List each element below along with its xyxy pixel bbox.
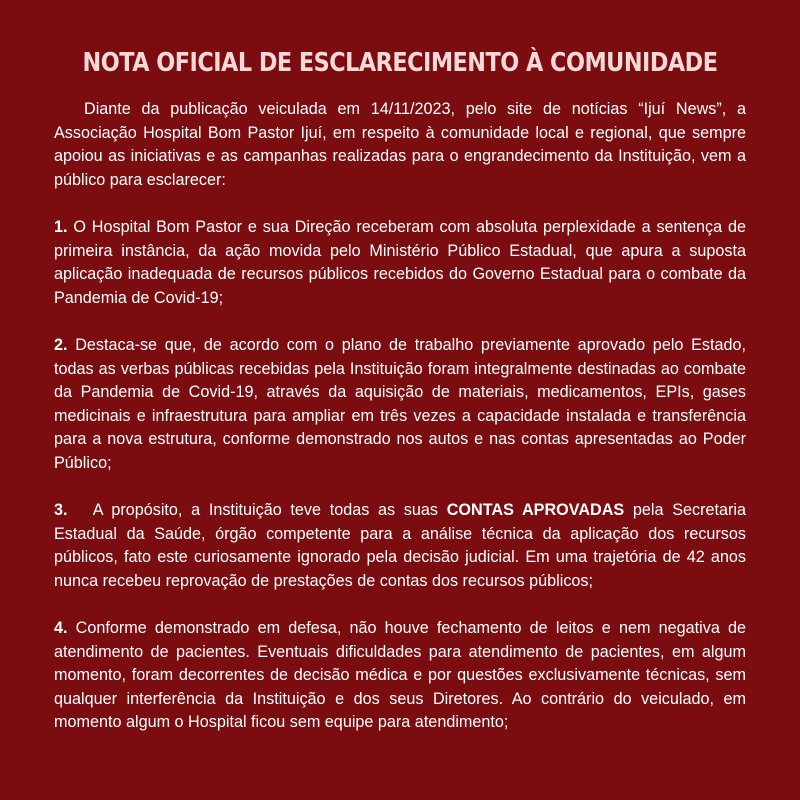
item-2-number: 2. <box>54 335 68 354</box>
item-4-paragraph <box>54 617 746 735</box>
item-1-number: 1. <box>54 217 68 236</box>
item-4-number: 4. <box>54 619 68 638</box>
item-2-paragraph <box>54 334 746 476</box>
item-3-number: 3. <box>54 501 68 520</box>
item-3-text-before: A propósito, a Instituição teve todas as suas <box>67 501 447 520</box>
item-3-highlight: CONTAS APROVADAS <box>446 501 625 520</box>
item-1-paragraph <box>54 216 746 310</box>
item-4-text: Conforme demonstrado em defesa, não houve fechamento de leitos e nem negativa de atendimento de pacientes. Eventuais dificuldades para atendimento de pacientes, em algum momento, foram decorrentes de decisão médica e por questões exclusivamente técnicas, sem qualquer interferência da Instituição e dos seus Diretores. Ao contrário do veiculado, em momento algum o Hospital ficou sem equipe para atendimento; <box>54 619 746 732</box>
item-2-text: Destaca-se que, de acordo com o plano de trabalho previamente aprovado pelo Estado, todas as verbas públicas recebidas pela Instituição foram integralmente destinadas ao combate da Pandemia de Covid-19, através da aquisição de materiais, medicamentos, EPIs, gases medicinais e infraestrutura para ampliar em três vezes a capacidade instalada e transferência para a nova estrutura, conforme demonstrado nos autos e nas contas apresentadas ao Poder Público; <box>54 335 746 472</box>
page-title: NOTA OFICIAL DE ESCLARECIMENTO À COMUNIDADE <box>82 48 718 78</box>
item-1-text: O Hospital Bom Pastor e sua Direção receberam com absoluta perplexidade a sentença de primeira instância, da ação movida pelo Ministério Público Estadual, que apura a suposta aplicação inadequada de recursos públicos recebidos do Governo Estadual para o combate da Pandemia de Covid-19; <box>54 217 746 307</box>
item-3-text-after: pela Secretaria Estadual da Saúde, órgão competente para a análise técnica da aplicação dos recursos públicos, fato este curiosamente ignorado pela decisão judicial. Em uma trajetória de 42 anos nunca recebeu reprovação de prestações de contas dos recursos públicos; <box>54 501 751 590</box>
item-3-paragraph <box>54 499 751 593</box>
intro-paragraph: Diante da publicação veiculada em 14/11/2023, pelo site de notícias “Ijuí News”, a Associação Hospital Bom Pastor Ijuí, em respeito à comunidade local e regional, que sempre apoiou as iniciativas e as campanhas realizadas para o engrandecimento da Instituição, vem a público para esclarecer: <box>54 100 746 189</box>
